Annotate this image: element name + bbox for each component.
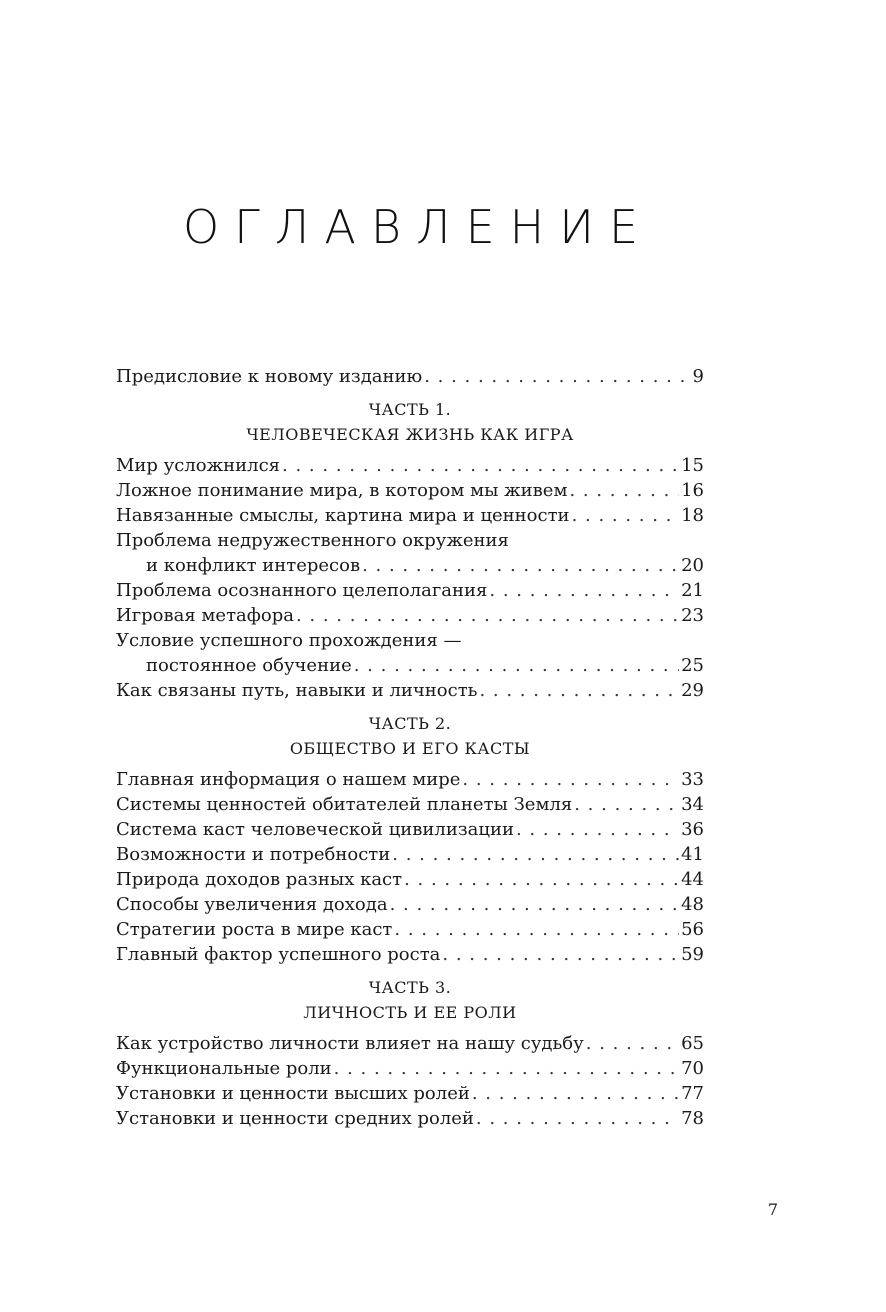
toc-entry <box>116 1106 704 1131</box>
dot-leader <box>586 1031 679 1056</box>
entry-page: 70 <box>681 1058 704 1079</box>
entry-title: Игровая метафора <box>116 605 294 626</box>
entry-title: Природа доходов разных каст <box>116 869 403 890</box>
toc-entry <box>116 942 704 967</box>
toc-entry <box>116 1031 704 1056</box>
toc-entry-preface <box>116 364 704 389</box>
toc-entry <box>116 603 704 628</box>
part-label: ЧАСТЬ 3. <box>368 978 452 997</box>
entry-page: 25 <box>681 655 704 676</box>
entry-page: 33 <box>681 769 704 790</box>
entry-title: Главная информация о нашем мире <box>116 769 461 790</box>
part-label: ЧАСТЬ 2. <box>368 714 452 733</box>
dot-leader <box>404 867 679 892</box>
page-number: 7 <box>767 1200 778 1219</box>
toc-entry <box>116 792 704 817</box>
part-title: ЧЕЛОВЕЧЕСКАЯ ЖИЗНЬ КАК ИГРА <box>246 425 574 444</box>
entry-page: 56 <box>681 919 704 940</box>
entry-title: Ложное понимание мира, в котором мы живем <box>116 480 568 501</box>
dot-leader <box>394 917 679 942</box>
entry-title: Как связаны путь, навыки и личность <box>116 680 478 701</box>
entry-page: 48 <box>681 894 704 915</box>
entry-page: 78 <box>681 1108 704 1129</box>
table-of-contents <box>116 364 704 1131</box>
entry-page: 15 <box>681 455 704 476</box>
dot-leader <box>569 478 679 503</box>
dot-leader <box>476 1106 679 1131</box>
toc-entry <box>116 553 704 578</box>
entry-title: Главный фактор успешного роста <box>116 944 441 965</box>
part-label: ЧАСТЬ 1. <box>368 400 452 419</box>
dot-leader <box>296 603 679 628</box>
toc-entry <box>116 578 704 603</box>
entry-page: 23 <box>681 605 704 626</box>
entry-page: 36 <box>681 819 704 840</box>
part-1-header <box>116 397 704 447</box>
dot-leader <box>390 892 680 917</box>
toc-heading: ОГЛАВЛЕНИЕ <box>182 200 654 254</box>
dot-leader <box>282 453 679 478</box>
toc-entry <box>116 478 704 503</box>
dot-leader <box>479 678 679 703</box>
entry-title: и конфликт интересов <box>146 555 361 576</box>
entry-title: Стратегии роста в мире каст <box>116 919 393 940</box>
toc-entry <box>116 842 704 867</box>
entry-page: 41 <box>681 844 704 865</box>
part-title: ЛИЧНОСТЬ И ЕЕ РОЛИ <box>303 1003 517 1022</box>
toc-entry <box>116 917 704 942</box>
toc-entry <box>116 503 704 528</box>
entry-page: 20 <box>681 555 704 576</box>
entry-page: 65 <box>681 1033 704 1054</box>
dot-leader <box>442 942 679 967</box>
dot-leader <box>489 578 679 603</box>
entry-page: 59 <box>681 944 704 965</box>
entry-title: Функциональные роли <box>116 1058 332 1079</box>
dot-leader <box>516 817 679 842</box>
entry-title: Системы ценностей обитателей планеты Земля <box>116 794 573 815</box>
part-title: ОБЩЕСТВО И ЕГО КАСТЫ <box>289 739 531 758</box>
entry-page: 34 <box>681 794 704 815</box>
toc-entry <box>116 892 704 917</box>
entry-title: Проблема осознанного целеполагания <box>116 580 488 601</box>
entry-title: Возможности и потребности <box>116 844 391 865</box>
dot-leader <box>462 767 679 792</box>
entry-title: постоянное обучение <box>146 655 352 676</box>
entry-title: Установки и ценности высших ролей <box>116 1083 470 1104</box>
toc-entry <box>116 1081 704 1106</box>
entry-title: Система каст человеческой цивилизации <box>116 819 514 840</box>
dot-leader <box>574 792 679 817</box>
entry-title-line: Проблема недружественного окружения <box>116 530 509 551</box>
entry-title: Как устройство личности влияет на нашу судьбу <box>116 1033 584 1054</box>
entry-page: 9 <box>692 366 704 387</box>
toc-entry <box>116 453 704 478</box>
dot-leader <box>354 653 679 678</box>
part-3-header <box>116 975 704 1025</box>
entry-page: 29 <box>681 680 704 701</box>
part-2-header <box>116 711 704 761</box>
toc-entry <box>116 678 704 703</box>
entry-title-line: Условие успешного прохождения — <box>116 630 462 651</box>
toc-entry <box>116 817 704 842</box>
entry-title: Мир усложнился <box>116 455 281 476</box>
entry-title: Способы увеличения дохода <box>116 894 388 915</box>
entry-page: 77 <box>681 1083 704 1104</box>
entry-page: 16 <box>681 480 704 501</box>
entry-page: 44 <box>681 869 704 890</box>
entry-page: 18 <box>681 505 704 526</box>
entry-page: 21 <box>681 580 704 601</box>
entry-title: Установки и ценности средних ролей <box>116 1108 474 1129</box>
toc-entry <box>116 653 704 678</box>
parts-list <box>116 397 704 1131</box>
dot-leader <box>472 1081 679 1106</box>
dot-leader <box>424 364 690 389</box>
toc-entry <box>116 767 704 792</box>
dot-leader <box>362 553 679 578</box>
entry-title: Навязанные смыслы, картина мира и ценности <box>116 505 570 526</box>
toc-entry <box>116 1056 704 1081</box>
dot-leader <box>334 1056 679 1081</box>
dot-leader <box>572 503 680 528</box>
dot-leader <box>392 842 679 867</box>
entry-title: Предисловие к новому изданию <box>116 366 423 387</box>
toc-entry <box>116 867 704 892</box>
